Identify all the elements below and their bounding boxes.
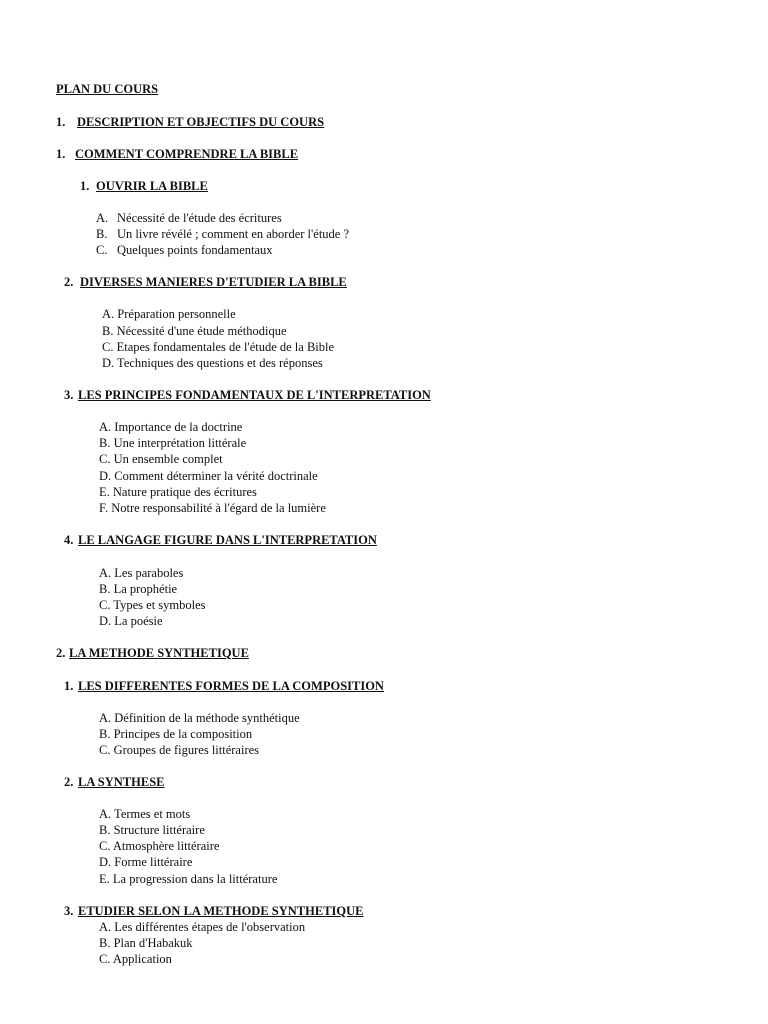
list-item: A. Préparation personnelle [102, 307, 236, 321]
list-item: B. La prophétie [99, 582, 178, 596]
part1-sub2-number: 2. [64, 275, 74, 289]
part1-sub1-number: 1. [80, 179, 90, 193]
part2-title: LA METHODE SYNTHETIQUE [69, 646, 249, 660]
part2-sub2-title: LA SYNTHESE [78, 775, 165, 789]
list-item: C. Etapes fondamentales de l'étude de la Bible [102, 340, 335, 354]
list-item: C. Groupes de figures littéraires [99, 743, 260, 757]
plan-title: PLAN DU COURS [56, 82, 159, 96]
section-description-title: DESCRIPTION ET OBJECTIFS DU COURS [77, 115, 325, 129]
list-item: E. La progression dans la littérature [99, 872, 278, 886]
list-item: C. Atmosphère littéraire [99, 839, 220, 853]
list-item: D. Techniques des questions et des réponses [102, 356, 323, 370]
part1-title: COMMENT COMPRENDRE LA BIBLE [75, 147, 299, 161]
list-item: F. Notre responsabilité à l'égard de la lumière [99, 501, 326, 515]
list-item: A. Définition de la méthode synthétique [99, 711, 300, 725]
list-item: C. Types et symboles [99, 598, 206, 612]
list-item: C. Un ensemble complet [99, 452, 223, 466]
list-item: Nécessité de l'étude des écritures [117, 211, 282, 225]
list-item: A. Les paraboles [99, 566, 184, 580]
part2-sub1-title: LES DIFFERENTES FORMES DE LA COMPOSITION [78, 679, 384, 693]
list-item: Un livre révélé ; comment en aborder l'étude ? [117, 227, 350, 241]
part1-sub2-title: DIVERSES MANIERES D'ETUDIER LA BIBLE [80, 275, 347, 289]
section-description-number: 1. [56, 115, 66, 129]
list-item: D. Comment déterminer la vérité doctrinale [99, 469, 318, 483]
list-item-letter: C. [96, 243, 108, 257]
list-item-letter: A. [96, 211, 109, 225]
list-item: D. Forme littéraire [99, 855, 193, 869]
list-item: B. Nécessité d'une étude méthodique [102, 324, 287, 338]
part1-sub3-number: 3. [64, 388, 74, 402]
part1-sub4-title: LE LANGAGE FIGURE DANS L'INTERPRETATION [78, 533, 377, 547]
part1-sub1-title: OUVRIR LA BIBLE [96, 179, 208, 193]
list-item: A. Importance de la doctrine [99, 420, 243, 434]
list-item: A. Termes et mots [99, 807, 191, 821]
part1-sub4-number: 4. [64, 533, 74, 547]
part2-sub3-number: 3. [64, 904, 74, 918]
part1-sub3-title: LES PRINCIPES FONDAMENTAUX DE L'INTERPRETATION [78, 388, 431, 402]
list-item: D. La poésie [99, 614, 163, 628]
part2-sub1-number: 1. [64, 679, 74, 693]
list-item-letter: B. [96, 227, 108, 241]
part2-sub2-number: 2. [64, 775, 74, 789]
list-item: B. Plan d'Habakuk [99, 936, 193, 950]
list-item: A. Les différentes étapes de l'observation [99, 920, 306, 934]
part1-number: 1. [56, 147, 66, 161]
list-item: B. Structure littéraire [99, 823, 205, 837]
list-item: B. Une interprétation littérale [99, 436, 247, 450]
part2-sub3-title: ETUDIER SELON LA METHODE SYNTHETIQUE [78, 904, 364, 918]
list-item: Quelques points fondamentaux [117, 243, 273, 257]
list-item: C. Application [99, 952, 172, 966]
part2-number: 2. [56, 646, 66, 660]
list-item: B. Principes de la composition [99, 727, 253, 741]
list-item: E. Nature pratique des écritures [99, 485, 257, 499]
